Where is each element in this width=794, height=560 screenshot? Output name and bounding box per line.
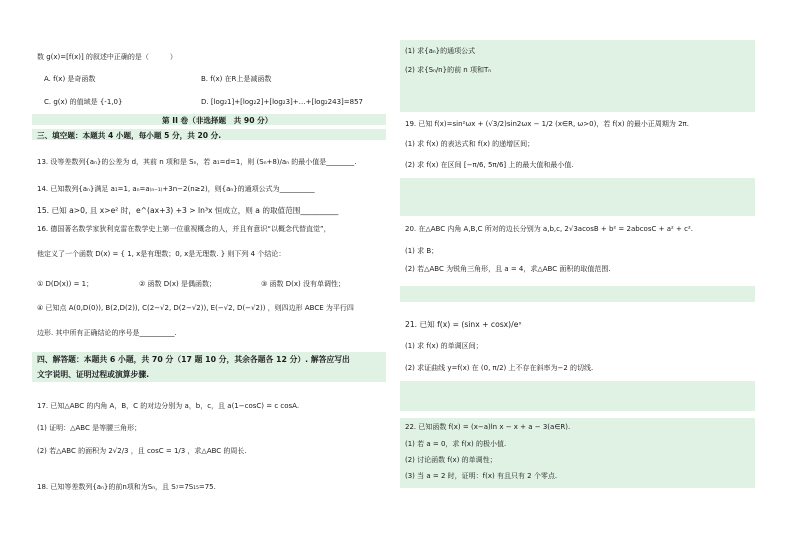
q20-part2: (2) 若△ABC 为锐角三角形，且 a = 4，求△ABC 面积的取值范围. — [405, 265, 611, 273]
solve-header-line2: 文字说明、证明过程或演算步骤. — [37, 370, 150, 379]
q22-part3: (3) 当 a = 2 时，证明：f(x) 有且只有 2 个零点. — [405, 472, 558, 480]
q21-part2: (2) 求证曲线 y=f(x) 在 (0, π/2) 上不存在斜率为−2 的切线. — [405, 364, 594, 372]
q17-text: 17. 已知△ABC 的内角 A，B，C 的对边分别为 a，b，c，且 a(1−cosC) = c cosA. — [37, 402, 300, 410]
q18-text: 18. 已知等差数列{aₙ}的前n项和为Sₙ，且 S₇=7S₁₅=75. — [37, 483, 216, 491]
q19-part2: (2) 求 f(x) 在区间 [−π/6, 5π/6] 上的最大值和最小值. — [405, 161, 574, 169]
q19-part1: (1) 求 f(x) 的表达式和 f(x) 的递增区间； — [405, 140, 535, 148]
q22-part2: (2) 讨论函数 f(x) 的单调性； — [405, 456, 497, 464]
q18-part1: (1) 求{aₙ}的通项公式 — [405, 47, 476, 55]
q18-part2: (2) 求{Sₙ/n}的前 n 项和Tₙ — [405, 66, 492, 74]
q16-line2: 他定义了一个函数 D(x) = { 1, x是有理数；0, x是无理数. } 则下列 4 个结论： — [37, 250, 286, 258]
fill-header: 三、填空题：本题共 4 小题，每小题 5 分，共 20 分. — [37, 131, 222, 140]
q16-option-1: ① D(D(x)) = 1； — [37, 280, 94, 288]
q19-answer-band — [400, 178, 755, 216]
q12-option-a: A. f(x) 是奇函数 — [44, 75, 96, 83]
q13-text: 13. 设等差数列{aₙ}的公差为 d，其前 n 项和是 Sₙ，若 a₁=d=1，则 (Sₙ+8)/aₙ 的最小值是________. — [37, 158, 357, 166]
q12-intro: 数 g(x)=[f(x)] 的叙述中正确的是（ ） — [37, 53, 177, 61]
q19-text: 19. 已知 f(x)=sin²ωx + (√3/2)sin2ωx − 1/2 (x∈R, ω>0)，若 f(x) 的最小正周期为 2π. — [405, 120, 689, 128]
q16-option-3: ③ 函数 D(x) 没有单调性； — [261, 280, 345, 288]
q14-text: 14. 已知数列{aₙ}满足 a₁=1, aₙ=a₍ₙ₋₁₎+3n−2(n≥2)，则{aₙ}的通项公式为__________ — [37, 185, 315, 193]
q17-part2: (2) 若△ABC 的面积为 2√2/3 ，且 cosC = 1/3 ，求△ABC 的周长. — [37, 447, 247, 455]
q12-option-b: B. f(x) 在R上是减函数 — [201, 75, 272, 83]
part2-title: 第 II 卷（非选择题 共 90 分） — [162, 116, 273, 125]
q15-text: 15. 已知 a>0, 且 x>e² 时，e^(ax+3) +3 > ln³x 恒成立，则 a 的取值范围__________ — [37, 206, 339, 215]
q16-option-2: ② 函数 D(x) 是偶函数； — [139, 280, 216, 288]
q22-text: 22. 已知函数 f(x) = (x−a)ln x − x + a − 3(a∈R). — [405, 423, 571, 431]
q16-option-4: ④ 已知点 A(0,D(0)), B(2,D(2)), C(2−√2, D(2−√2)), E(−√2, D(−√2)) ，则四边形 ABCE 为平行四 — [37, 304, 354, 312]
q21-part1: (1) 求 f(x) 的单调区间； — [405, 342, 483, 350]
q12-option-c: C. g(x) 的值域是 {-1,0} — [44, 98, 123, 106]
q20-answer-band — [400, 286, 755, 302]
q12-option-d: D. [log₂1]+[log₂2]+[log₂3]+…+[log₂243]=857 — [201, 98, 364, 106]
solve-header-line1: 四、解答题：本题共 6 小题，共 70 分（17 题 10 分，其余各题各 12 分）. 解答应写出 — [37, 355, 350, 364]
q20-part1: (1) 求 B； — [405, 247, 439, 255]
q21-answer-band — [400, 381, 755, 411]
q16-option-4-cont: 边形. 其中所有正确结论的序号是__________. — [37, 329, 177, 337]
q20-text: 20. 在△ABC 内角 A,B,C 所对的边长分别为 a,b,c, 2√3acosB + b² = 2abcosC + a² + c². — [405, 225, 693, 233]
q17-part1: (1) 证明：△ABC 是等腰三角形； — [37, 424, 142, 432]
q16-line1: 16. 德国著名数学家狄利克雷在数学史上第一位重视概念的人，并且有意识“以概念代替直觉”， — [37, 225, 331, 233]
q21-text: 21. 已知 f(x) = (sinx + cosx)/eˣ — [405, 320, 522, 329]
q22-part1: (1) 若 a = 0，求 f(x) 的极小值. — [405, 440, 507, 448]
